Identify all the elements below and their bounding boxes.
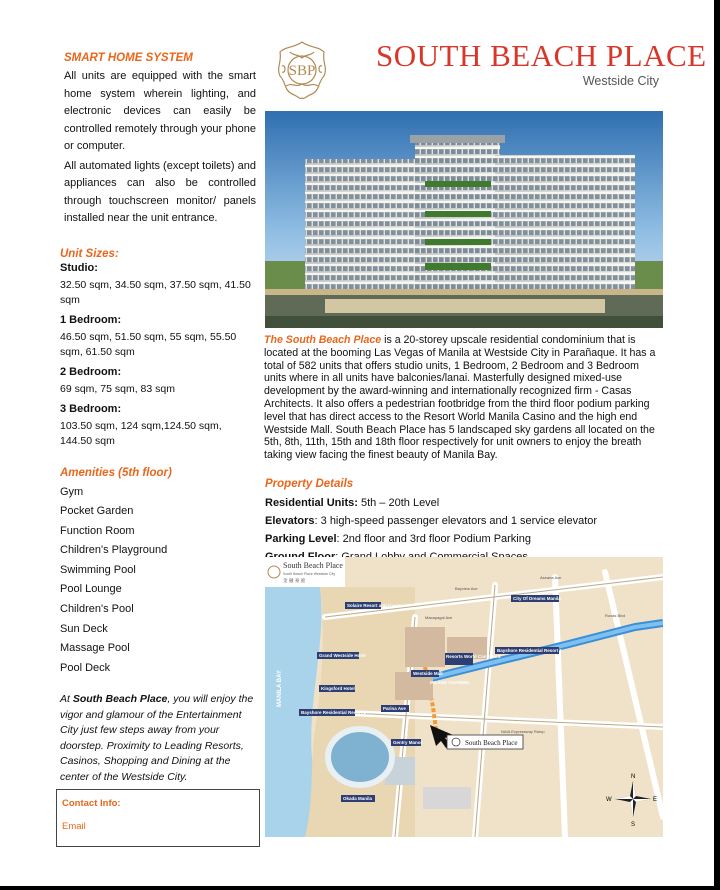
map-marker-label: South Beach Place [465, 739, 518, 747]
property-row-parking [265, 530, 665, 548]
left-column [60, 52, 256, 785]
map-place-label: Okada Manila [343, 796, 373, 801]
page-border-bottom [0, 886, 720, 890]
map-place-label: Bayshore Residential Resort 2 [301, 710, 367, 715]
amenities-list [60, 483, 256, 679]
compass-n: N [631, 774, 636, 780]
property-label: Parking Level [265, 533, 337, 545]
size-values-1br: 46.50 sqm, 51.50 sqm, 55 sqm, 55.50 sqm, 61.50 sqm [60, 330, 237, 358]
tagline-paragraph [60, 692, 256, 785]
map-brand: South Beach Place [283, 561, 343, 570]
size-label-2br: 2 Bedroom: [60, 365, 122, 378]
map-place-label: Grand Westside Hotel [319, 653, 366, 658]
map-place-label: Resorts World Complex 2 [446, 654, 501, 659]
property-value: : 2nd floor and 3rd floor Podium Parking [336, 533, 531, 545]
property-details-title: Property Details [265, 478, 354, 490]
smart-home-text-1: All units are equipped with the smart home system wherein lighting, and electronic devices can easily be controlled remotely through your phone or computer. [64, 70, 256, 152]
amenity-item: Swimming Pool [60, 563, 136, 576]
amenity-item: Pool Lounge [60, 583, 122, 596]
page-subtitle: Westside City [582, 74, 659, 88]
size-label-1br: 1 Bedroom: [60, 313, 122, 326]
map-place-label: Kingsford Hotel [321, 686, 355, 691]
map-place-label: Gentry Manor [393, 740, 423, 745]
property-row-elevators [265, 512, 665, 530]
map-road-label: Macapagal Ave [425, 615, 453, 620]
size-values-2br: 69 sqm, 75 sqm, 83 sqm [60, 382, 175, 395]
amenity-item: Children's Pool [60, 603, 134, 616]
compass-s: S [631, 822, 636, 828]
size-values-studio: 32.50 sqm, 34.50 sqm, 37.50 sqm, 41.50 sqm [60, 278, 251, 306]
compass-e: E [653, 797, 658, 803]
page-title: SOUTH BEACH PLACE [376, 38, 707, 73]
map-place-label: INLAND CHANNEL [430, 680, 471, 685]
map-place-label: Westside Mall [413, 671, 443, 676]
tagline-bold: South Beach Place [72, 693, 168, 706]
amenity-item: Function Room [60, 524, 135, 537]
property-label: Residential Units: [265, 497, 358, 509]
map-place-label: Parina Ave [383, 706, 406, 711]
amenity-item: Massage Pool [60, 642, 130, 655]
tagline-post: , you will enjoy the vigor and glamour of the Entertainment City just few steps away from your doorstep. Proximity to Leading Resorts, Casinos, Shopping and Dining at the center of the Westside City. [60, 693, 254, 783]
property-details-list [265, 494, 665, 566]
crest-logo-icon [272, 38, 332, 100]
map-bay-label: MANILA BAY [277, 670, 283, 707]
description-lead: The South Beach Place [264, 334, 382, 346]
size-values-3br: 103.50 sqm, 124 sqm,124.50 sqm, 144.50 sqm [60, 419, 222, 447]
smart-home-title: SMART HOME SYSTEM [64, 52, 193, 64]
map-brand-sub: South Beach Place Westside City [283, 572, 336, 576]
amenity-item: Children's Playground [60, 544, 168, 557]
map-road-label: NAIA Expressway Ramp [501, 729, 545, 734]
size-label-studio: Studio: [60, 261, 98, 274]
map-road-label: Bayview Ave [455, 586, 478, 591]
page-border-right [714, 0, 720, 890]
compass-w: W [606, 797, 612, 803]
contact-info-box [56, 789, 260, 847]
property-value: : 3 high-speed passenger elevators and 1 service elevator [314, 515, 598, 527]
property-label: Elevators [265, 515, 315, 527]
map-road-label: Roxas Blvd [605, 613, 626, 618]
map-place-label: Bayshore Residential Resort 1 [497, 648, 563, 653]
unit-sizes-title: Unit Sizes: [60, 247, 119, 260]
property-row-residential [265, 494, 665, 512]
description-body: is a 20-storey upscale residential condominium that is located at the booming Las Vegas of Manila at Westside City in Parañaque. It has a total of 582 units that offers studio units, 1 Bedroom, 2 Bedroom and 3 Bedroom units where in all units have balconies/lanai. Masterfully designed mixed-use development by the award-winning and internationally recognized firm - Casas Architects. It also offers a pedestrian footbridge from the third floor podium parking level that has direct access to the Resort World Manila Casino and the high end Westside Mall. South Beach Place has 5 landscaped sky gardens all located on the 5th, 8th, 11th, 15th and 18th floor respectively for unit owners to enjoy the breath taking view facing the finest beauty of Manila Bay. [264, 334, 656, 462]
contact-info-label: Contact Info: [62, 798, 121, 809]
map-brand-cn: 金 融 豪 庭 [283, 579, 306, 584]
amenities-title: Amenities (5th floor) [60, 466, 172, 479]
amenity-item: Gym [60, 485, 84, 498]
description-paragraph [264, 334, 659, 462]
tagline-pre: At [60, 693, 73, 706]
property-value: 5th – 20th Level [357, 497, 440, 509]
location-map [265, 557, 663, 837]
size-label-3br: 3 Bedroom: [60, 402, 122, 415]
amenity-item: Sun Deck [60, 622, 108, 635]
amenity-item: Pool Deck [60, 661, 111, 674]
amenity-item: Pocket Garden [60, 505, 134, 518]
building-render-image [265, 111, 663, 328]
map-road-label: Aseana Ave [540, 575, 562, 580]
map-place-label: Solaire Resort and Casino [347, 603, 404, 608]
logo-letters: SBP [288, 63, 316, 79]
unit-size-group [60, 262, 256, 449]
map-place-label: City Of Dreams Manila [513, 596, 561, 601]
contact-email-label: Email [62, 821, 86, 832]
smart-home-text-2: All automated lights (except toilets) and appliances can also be controlled through touchscreen monitor/ panels installed near the unit entrance. [64, 159, 256, 224]
